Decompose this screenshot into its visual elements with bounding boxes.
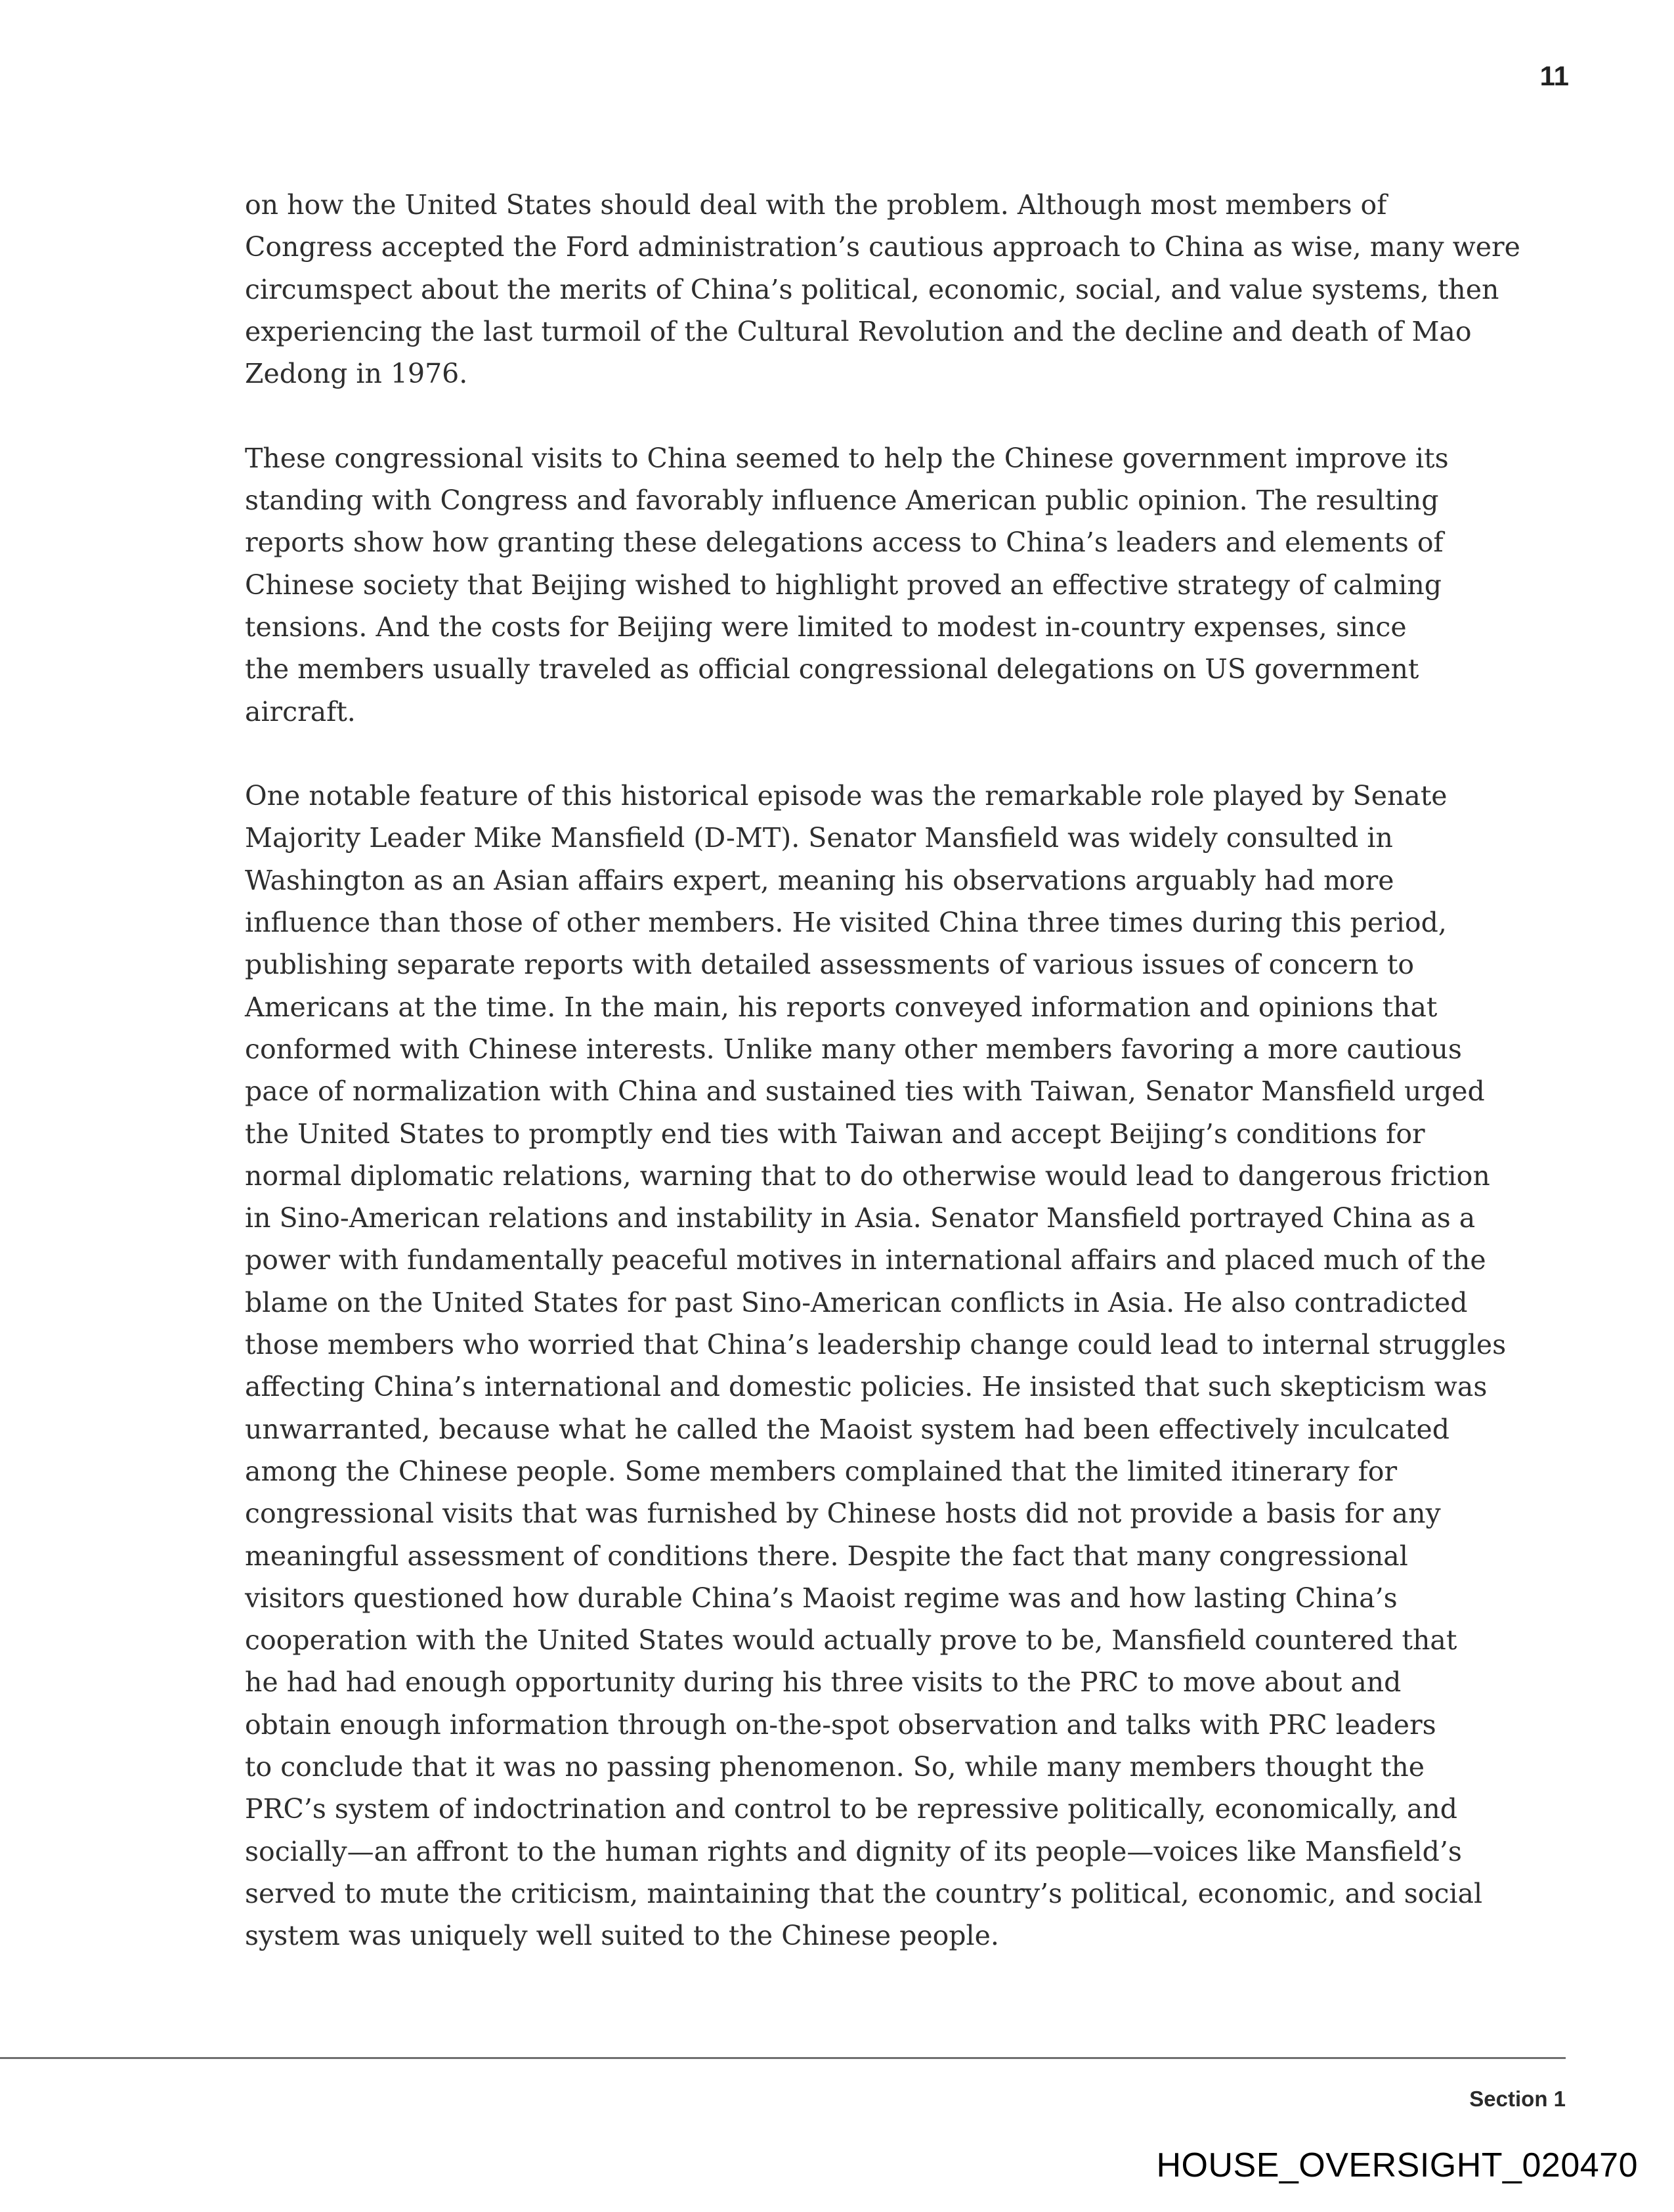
text-line: One notable feature of this historical episode was the remarkable role played by Senate — [245, 780, 1448, 812]
text-line: experiencing the last turmoil of the Cultural Revolution and the decline and death of Mao — [245, 315, 1472, 347]
text-line: affecting China’s international and domestic policies. He insisted that such skepticism was — [245, 1371, 1488, 1403]
page-number: 11 — [1539, 60, 1569, 91]
text-line: in Sino-American relations and instability in Asia. Senator Mansfield portrayed China as a — [245, 1202, 1476, 1234]
text-line: normal diplomatic relations, warning that to do otherwise would lead to dangerous friction — [245, 1160, 1490, 1192]
text-line: These congressional visits to China seemed to help the Chinese government improve its — [245, 442, 1449, 474]
section-label: Section 1 — [1469, 2087, 1566, 2111]
text-line: obtain enough information through on-the-spot observation and talks with PRC leaders — [245, 1708, 1436, 1741]
body-text — [245, 184, 1520, 1999]
text-line: Americans at the time. In the main, his reports conveyed information and opinions that — [245, 991, 1438, 1023]
text-line: power with fundamentally peaceful motives in international affairs and placed much of the — [245, 1244, 1486, 1276]
paragraph-1 — [245, 184, 1520, 395]
text-line: those members who worried that China’s leadership change could lead to internal struggles — [245, 1329, 1507, 1361]
text-line: pace of normalization with China and sustained ties with Taiwan, Senator Mansfield urged — [245, 1075, 1485, 1108]
text-line: Majority Leader Mike Mansfield (D-MT). Senator Mansfield was widely consulted in — [245, 822, 1393, 854]
text-line: socially—an affront to the human rights and dignity of its people—voices like Mansfield’s — [245, 1835, 1462, 1867]
text-line: conformed with Chinese interests. Unlike many other members favoring a more cautious — [245, 1033, 1462, 1065]
text-line: tensions. And the costs for Beijing were limited to modest in-country expenses, since — [245, 611, 1407, 643]
text-line: aircraft. — [245, 695, 356, 727]
text-line: publishing separate reports with detailed assessments of various issues of concern to — [245, 949, 1415, 981]
text-line: system was uniquely well suited to the Chinese people. — [245, 1920, 999, 1952]
text-line: Zedong in 1976. — [245, 358, 468, 390]
text-line: the members usually traveled as official congressional delegations on US government — [245, 653, 1419, 685]
text-line: standing with Congress and favorably influence American public opinion. The resulting — [245, 485, 1439, 517]
text-line: Chinese society that Beijing wished to highlight proved an effective strategy of calming — [245, 569, 1442, 601]
text-line: on how the United States should deal with the problem. Although most members of — [245, 189, 1387, 221]
bates-number: HOUSE_OVERSIGHT_020470 — [1156, 2146, 1638, 2184]
text-line: visitors questioned how durable China’s Maoist regime was and how lasting China’s — [245, 1582, 1398, 1614]
text-line: PRC’s system of indoctrination and control to be repressive politically, economically, and — [245, 1793, 1457, 1825]
text-line: to conclude that it was no passing phenomenon. So, while many members thought the — [245, 1750, 1425, 1783]
text-line: circumspect about the merits of China’s political, economic, social, and value systems, then — [245, 273, 1499, 305]
paragraph-3 — [245, 775, 1507, 1957]
text-line: among the Chinese people. Some members complained that the limited itinerary for — [245, 1455, 1398, 1487]
text-line: influence than those of other members. He visited China three times during this period, — [245, 907, 1447, 939]
text-line: he had had enough opportunity during his three visits to the PRC to move about and — [245, 1666, 1402, 1699]
text-line: cooperation with the United States would actually prove to be, Mansfield countered that — [245, 1624, 1457, 1657]
text-line: congressional visits that was furnished by Chinese hosts did not provide a basis for any — [245, 1498, 1441, 1530]
paragraph-2 — [245, 437, 1449, 733]
text-line: the United States to promptly end ties with Taiwan and accept Beijing’s conditions for — [245, 1117, 1425, 1150]
text-line: unwarranted, because what he called the Maoist system had been effectively inculcated — [245, 1413, 1449, 1445]
footer-divider — [0, 2057, 1566, 2059]
text-line: reports show how granting these delegations access to China’s leaders and elements of — [245, 527, 1444, 559]
text-line: Washington as an Asian affairs expert, meaning his observations arguably had more — [245, 864, 1394, 896]
text-line: meaningful assessment of conditions there. Despite the fact that many congressional — [245, 1540, 1408, 1572]
text-line: blame on the United States for past Sino-American conflicts in Asia. He also contradicted — [245, 1286, 1468, 1318]
text-line: served to mute the criticism, maintaining that the country’s political, economic, and social — [245, 1877, 1483, 1909]
text-line: Congress accepted the Ford administration’s cautious approach to China as wise, many were — [245, 231, 1520, 263]
